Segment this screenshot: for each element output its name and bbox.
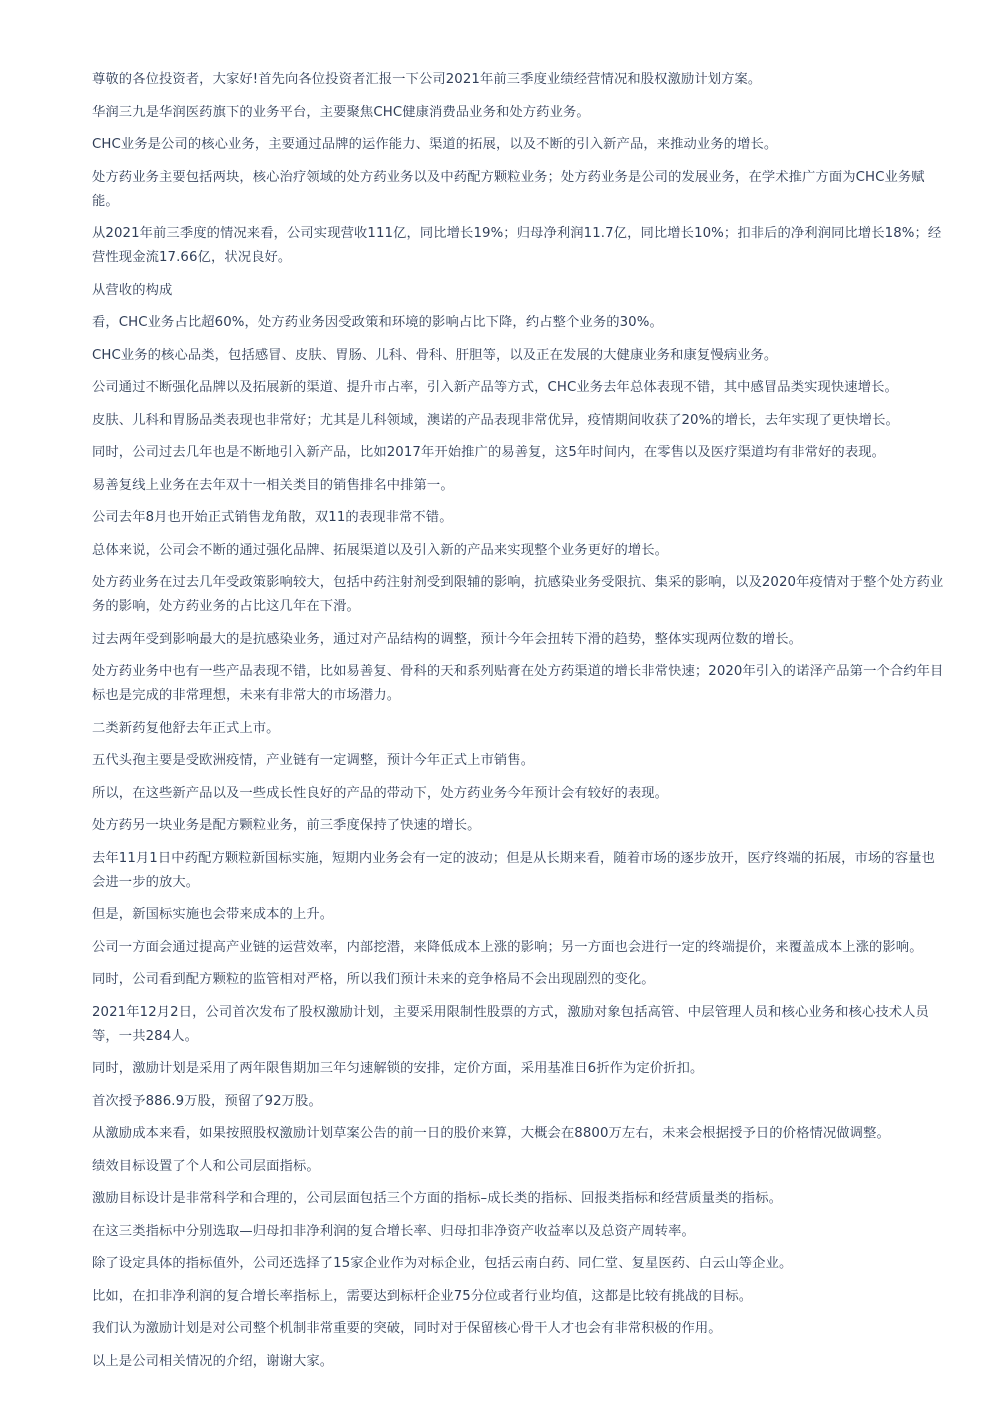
paragraph: 2021年12月2日，公司首次发布了股权激励计划，主要采用限制性股票的方式，激励对象包括高管、中层管理人员和核心业务和核心技术人员等，一共284人。 xyxy=(92,1004,929,1044)
paragraph: CHC业务是公司的核心业务，主要通过品牌的运作能力、渠道的拓展，以及不断的引入新产品，来推动业务的增长。 xyxy=(92,137,778,152)
paragraph: 比如，在扣非净利润的复合增长率指标上，需要达到标杆企业75分位或者行业均值，这都是比较有挑战的目标。 xyxy=(92,1288,753,1304)
paragraph: 华润三九是华润医药旗下的业务平台，主要聚焦CHC健康消费品业务和处方药业务。 xyxy=(92,104,590,120)
paragraph: 公司一方面会通过提高产业链的运营效率，内部挖潜，来降低成本上涨的影响；另一方面也会进行一定的终端提价，来覆盖成本上涨的影响。 xyxy=(92,939,923,955)
paragraph: 但是，新国标实施也会带来成本的上升。 xyxy=(92,907,334,922)
paragraph: 首次授予886.9万股，预留了92万股。 xyxy=(92,1093,322,1109)
paragraph: 处方药业务在过去几年受政策影响较大，包括中药注射剂受到限辅的影响，抗感染业务受限抗、集采的影响，以及2020年疫情对于整个处方药业务的影响，处方药业务的占比这几年在下滑。 xyxy=(92,575,944,614)
paragraph: 处方药另一块业务是配方颗粒业务，前三季度保持了快速的增长。 xyxy=(92,818,481,833)
paragraph: 绩效目标设置了个人和公司层面指标。 xyxy=(92,1158,320,1174)
paragraph: 尊敬的各位投资者，大家好!首先向各位投资者汇报一下公司2021年前三季度业绩经营情况和股权激励计划方案。 xyxy=(92,72,762,87)
paragraph: 处方药业务中也有一些产品表现不错，比如易善复、骨科的天和系列贴膏在处方药渠道的增长非常快速；2020年引入的诺泽产品第一个合约年目标也是完成的非常理想，未来有非常大的市场潜力。 xyxy=(92,664,944,703)
paragraph: 看，CHC业务占比超60%，处方药业务因受政策和环境的影响占比下降，约占整个业务的30%。 xyxy=(92,315,663,330)
paragraph: 公司通过不断强化品牌以及拓展新的渠道、提升市占率，引入新产品等方式，CHC业务去年总体表现不错，其中感冒品类实现快速增长。 xyxy=(92,380,898,395)
paragraph: 二类新药复他舒去年正式上市。 xyxy=(92,720,280,736)
paragraph: 总体来说，公司会不断的通过强化品牌、拓展渠道以及引入新的产品来实现整个业务更好的增长。 xyxy=(92,542,669,558)
paragraph: 皮肤、儿科和胃肠品类表现也非常好；尤其是儿科领域，澳诺的产品表现非常优异，疫情期间收获了20%的增长，去年实现了更快增长。 xyxy=(92,412,899,428)
document-body xyxy=(92,68,947,1382)
paragraph: 同时，公司过去几年也是不断地引入新产品，比如2017年开始推广的易善复，这5年时间内，在零售以及医疗渠道均有非常好的表现。 xyxy=(92,445,886,460)
paragraph: 易善复线上业务在去年双十一相关类目的销售排名中排第一。 xyxy=(92,477,454,493)
paragraph: 处方药业务主要包括两块，核心治疗领域的处方药业务以及中药配方颗粒业务；处方药业务是公司的发展业务，在学术推广方面为CHC业务赋能。 xyxy=(92,169,925,209)
paragraph: 过去两年受到影响最大的是抗感染业务，通过对产品结构的调整，预计今年会扭转下滑的趋势，整体实现两位数的增长。 xyxy=(92,631,803,647)
paragraph: 同时，激励计划是采用了两年限售期加三年匀速解锁的安排，定价方面，采用基准日6折作为定价折扣。 xyxy=(92,1061,704,1076)
paragraph: 同时，公司看到配方颗粒的监管相对严格，所以我们预计未来的竞争格局不会出现剧烈的变化。 xyxy=(92,972,655,987)
paragraph: 五代头孢主要是受欧洲疫情，产业链有一定调整，预计今年正式上市销售。 xyxy=(92,753,535,768)
paragraph: 我们认为激励计划是对公司整个机制非常重要的突破，同时对于保留核心骨干人才也会有非常积极的作用。 xyxy=(92,1321,722,1336)
paragraph: 激励目标设计是非常科学和合理的，公司层面包括三个方面的指标–成长类的指标、回报类指标和经营质量类的指标。 xyxy=(92,1191,782,1206)
paragraph: 从激励成本来看，如果按照股权激励计划草案公告的前一日的股价来算，大概会在8800万左右，未来会根据授予日的价格情况做调整。 xyxy=(92,1126,890,1141)
paragraph: 公司去年8月也开始正式销售龙角散，双11的表现非常不错。 xyxy=(92,510,453,525)
paragraph: CHC业务的核心品类，包括感冒、皮肤、胃肠、儿科、骨科、肝胆等，以及正在发展的大健康业务和康复慢病业务。 xyxy=(92,347,778,363)
paragraph: 从2021年前三季度的情况来看，公司实现营收111亿，同比增长19%；归母净利润11.7亿，同比增长10%；扣非后的净利润同比增长18%；经营性现金流17.66亿，状况良好。 xyxy=(92,226,942,265)
paragraph: 所以，在这些新产品以及一些成长性良好的产品的带动下，处方药业务今年预计会有较好的表现。 xyxy=(92,785,669,801)
paragraph: 除了设定具体的指标值外，公司还选择了15家企业作为对标企业，包括云南白药、同仁堂、复星医药、白云山等企业。 xyxy=(92,1256,793,1271)
paragraph: 从营收的构成 xyxy=(92,282,173,298)
paragraph: 在这三类指标中分别选取—归母扣非净利润的复合增长率、归母扣非净资产收益率以及总资产周转率。 xyxy=(92,1223,695,1239)
paragraph: 以上是公司相关情况的介绍，谢谢大家。 xyxy=(92,1353,334,1369)
paragraph: 去年11月1日中药配方颗粒新国标实施，短期内业务会有一定的波动；但是从长期来看，随着市场的逐步放开，医疗终端的拓展，市场的容量也会进一步的放大。 xyxy=(92,850,935,890)
